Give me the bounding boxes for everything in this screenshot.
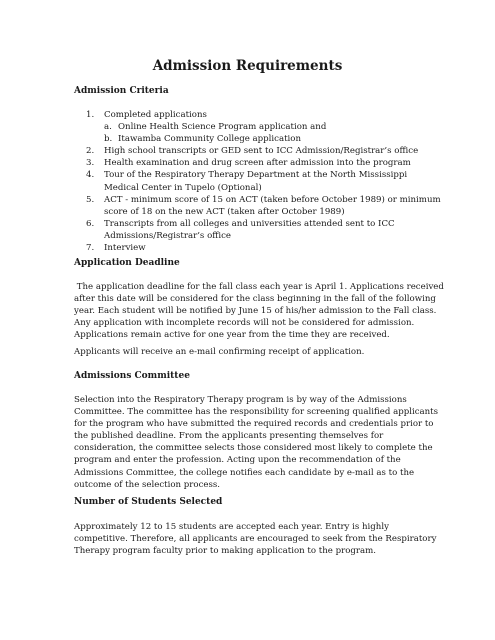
paragraph-line: the published deadline. From the applicants presenting themselves for bbox=[74, 431, 384, 442]
deadline-paragraph bbox=[74, 281, 444, 341]
paragraph-line: Selection into the Respiratory Therapy program is by way of the Admissions bbox=[74, 395, 407, 405]
list-number: 1. bbox=[86, 110, 95, 120]
paragraph-line: Applicants will receive an e-mail confirming receipt of application. bbox=[74, 347, 365, 357]
sub-list-letter: b. bbox=[104, 134, 113, 145]
list-item bbox=[74, 109, 441, 121]
selected-paragraph bbox=[74, 521, 437, 557]
paragraph-line: after this date will be considered for the class beginning in the fall of the following bbox=[74, 294, 436, 305]
list-item-text: High school transcripts or GED sent to ICC Admission/Registrar’s office bbox=[104, 146, 419, 157]
sub-list-letter: a. bbox=[104, 122, 112, 133]
paragraph-line: Any application with incomplete records will not be considered for admission. bbox=[74, 318, 415, 329]
list-item-text: score of 18 on the new ACT (taken after October 1989) bbox=[104, 206, 345, 217]
committee-heading: Admissions Committee bbox=[74, 371, 190, 381]
paragraph-line: program and enter the profession. Acting upon the recommendation of the bbox=[74, 455, 401, 466]
list-item-text: Interview bbox=[104, 243, 146, 254]
committee-paragraph bbox=[74, 394, 439, 491]
list-item-text: Transcripts from all colleges and universities attended sent to ICC bbox=[104, 218, 395, 229]
list-item-text: Admissions/Registrar’s office bbox=[104, 230, 231, 241]
sub-list-item-text: Itawamba Community College application bbox=[118, 134, 301, 145]
paragraph-line: Committee. The committee has the responsibility for screening qualified applicants bbox=[74, 407, 439, 418]
list-number: 6. bbox=[86, 218, 95, 229]
list-number: 7. bbox=[86, 243, 95, 254]
criteria-list bbox=[74, 109, 441, 254]
paragraph-line: Applications remain active for one year from the time they are received. bbox=[74, 330, 390, 341]
list-item bbox=[74, 194, 441, 218]
list-number: 2. bbox=[86, 146, 95, 157]
list-item bbox=[74, 169, 441, 193]
list-number: 4. bbox=[86, 170, 95, 181]
list-number: 5. bbox=[86, 194, 95, 205]
paragraph-line: competitive. Therefore, all applicants are encouraged to seek from the Respiratory bbox=[74, 534, 437, 545]
paragraph-line: Admissions Committee, the college notifies each candidate by e-mail as to the bbox=[74, 467, 415, 478]
paragraph-line: outcome of the selection process. bbox=[74, 479, 221, 490]
paragraph-line: year. Each student will be notified by June 15 of his/her admission to the Fall class. bbox=[74, 306, 437, 317]
deadline-heading: Application Deadline bbox=[74, 258, 180, 268]
list-item-text: Completed applications bbox=[104, 110, 207, 120]
page-title: Admission Requirements bbox=[152, 58, 343, 74]
list-item-text: ACT - minimum score of 15 on ACT (taken before October 1989) or minimum bbox=[104, 194, 441, 205]
sub-list-item-text: Online Health Science Program application and bbox=[118, 122, 327, 133]
paragraph-line: for the program who have submitted the required records and credentials prior to bbox=[74, 419, 434, 430]
list-item bbox=[74, 218, 441, 242]
list-item bbox=[74, 242, 441, 254]
list-item bbox=[74, 145, 441, 157]
paragraph-line: Therapy program faculty prior to making application to the program. bbox=[74, 546, 376, 557]
selected-heading: Number of Students Selected bbox=[74, 497, 223, 507]
list-item bbox=[74, 157, 441, 169]
sub-list-item bbox=[74, 121, 441, 133]
list-item-text: Health examination and drug screen after admission into the program bbox=[104, 158, 411, 169]
list-item-text: Tour of the Respiratory Therapy Department at the North Mississippi bbox=[104, 170, 408, 181]
deadline-email-note bbox=[74, 346, 434, 358]
criteria-heading: Admission Criteria bbox=[74, 86, 169, 96]
paragraph-line: Approximately 12 to 15 students are accepted each year. Entry is highly bbox=[74, 522, 389, 532]
paragraph-line: The application deadline for the fall class each year is April 1. Applications received bbox=[74, 282, 444, 292]
list-number: 3. bbox=[86, 158, 95, 169]
sub-list-item bbox=[74, 133, 441, 145]
paragraph-line: consideration, the committee selects those considered most likely to complete the bbox=[74, 443, 433, 454]
list-item-text: Medical Center in Tupelo (Optional) bbox=[104, 182, 262, 193]
